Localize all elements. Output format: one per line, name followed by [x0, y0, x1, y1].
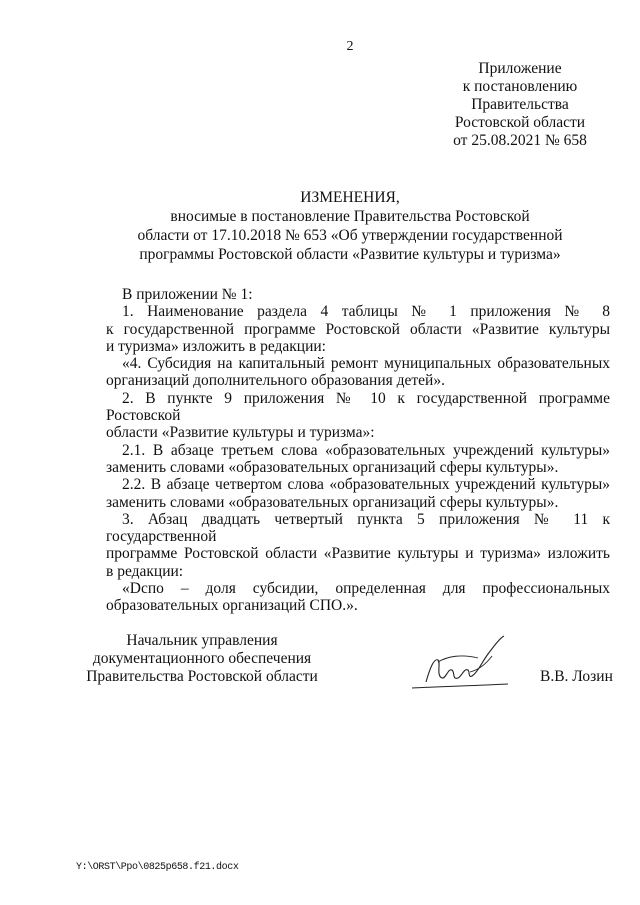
title-heading: ИЗМЕНЕНИЯ, [300, 189, 400, 206]
appendix-line: к постановлению [462, 78, 578, 95]
body-line: программе Ростовской области «Развитие культуры и туризма» изложить [106, 545, 610, 563]
body-line: в редакции: [106, 562, 184, 580]
title-line: программы Ростовской области «Развитие культуры и туризма» [139, 246, 561, 263]
body-line: 3. Абзац двадцать четвертый пункта 5 приложения № 11 к государственной [106, 510, 610, 546]
body-line: организаций дополнительного образования детей». [106, 372, 445, 390]
position-line: Начальник управления [126, 632, 278, 649]
appendix-line: Приложение [478, 60, 562, 77]
appendix-header [440, 60, 600, 150]
handwritten-signature [408, 632, 518, 692]
body-line: 1. Наименование раздела 4 таблицы № 1 приложения № 8 [122, 303, 610, 321]
body-line: 2. В пункте 9 приложения № 10 к государственной программе Ростовской [106, 389, 610, 425]
body-line: образовательных организаций СПО.». [106, 597, 358, 615]
appendix-line: Ростовской области [454, 114, 586, 131]
document-body [106, 286, 610, 615]
signatory-name: В.В. Лозин [540, 668, 613, 685]
signatory-position [84, 632, 320, 686]
body-line: 2.1. В абзаце третьем слова «образовательных учреждений культуры» [122, 441, 610, 459]
title-line: вносимые в постановление Правительства Ростовской [170, 208, 530, 225]
body-line: и туризма» изложить в редакции: [106, 337, 326, 355]
document-title [108, 188, 592, 264]
body-line: «Dспо – доля субсидии, определенная для профессиональных [122, 580, 610, 598]
body-line: заменить словами «образовательных организаций сферы культуры». [106, 458, 559, 476]
page-number: 2 [346, 39, 354, 54]
position-line: Правительства Ростовской области [86, 668, 318, 685]
body-line: 2.2. В абзаце четвертом слова «образовательных учреждений культуры» [122, 476, 610, 494]
position-line: документационного обеспечения [92, 650, 312, 667]
body-line: «4. Субсидия на капитальный ремонт муниципальных образовательных [122, 355, 610, 373]
appendix-line: Правительства [471, 96, 569, 113]
body-line: В приложении № 1: [122, 286, 253, 303]
title-line: области от 17.10.2018 № 653 «Об утверждении государственной [137, 227, 563, 244]
file-path: Y:\ORST\Ppo\0825p658.f21.docx [76, 862, 239, 873]
body-line: к государственной программе Ростовской области «Развитие культуры [106, 320, 610, 338]
appendix-line: от 25.08.2021 № 658 [453, 132, 587, 149]
body-line: области «Развитие культуры и туризма»: [106, 424, 375, 442]
body-line: заменить словами «образовательных организаций сферы культуры». [106, 493, 559, 511]
